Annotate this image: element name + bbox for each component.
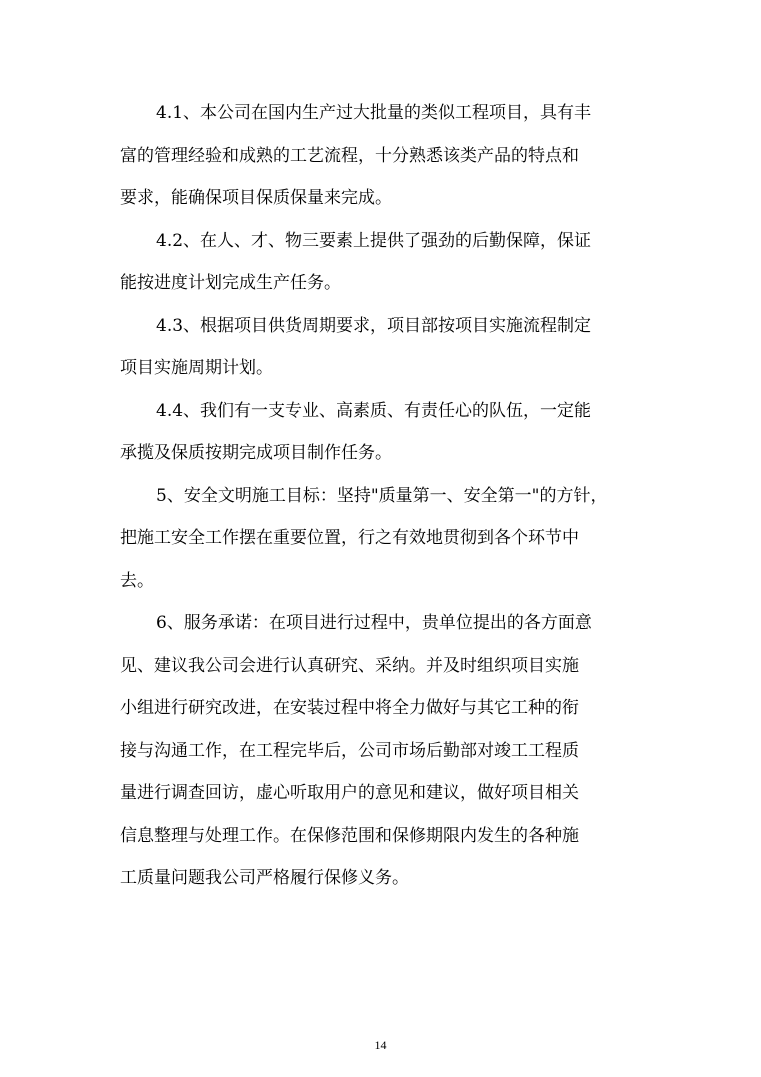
text-line: 4.4、我们有一支专业、高素质、有责任心的队伍，一定能 — [156, 400, 592, 421]
text-line: 去。 — [120, 570, 154, 591]
text-line: 6、服务承诺：在项目进行过程中，贵单位提出的各方面意 — [156, 613, 592, 633]
paragraph-6 — [120, 602, 640, 900]
text-line: 小组进行研究改进，在安装过程中将全力做好与其它工种的衔 — [120, 698, 579, 718]
text-line: 把施工安全工作摆在重要位置，行之有效地贯彻到各个环节中 — [120, 528, 579, 548]
text-line: 项目实施周期计划。 — [120, 358, 273, 378]
text-line: 接与沟通工作，在工程完毕后，公司市场后勤部对竣工工程质 — [120, 740, 579, 761]
text-line: 富的管理经验和成熟的工艺流程，十分熟悉该类产品的特点和 — [120, 145, 579, 166]
text-line: 信息整理与处理工作。在保修范围和保修期限内发生的各种施 — [120, 825, 579, 846]
text-line: 见、建议我公司会进行认真研究、采纳。并及时组织项目实施 — [120, 655, 579, 676]
body-text — [120, 92, 640, 900]
page-number: 14 — [374, 1038, 387, 1052]
text-line: 5、安全文明施工目标：坚持"质量第一、安全第一"的方针， — [156, 485, 608, 506]
paragraph-4-2 — [120, 220, 640, 305]
paragraph-4-1 — [120, 92, 640, 220]
text-line: 4.1、本公司在国内生产过大批量的类似工程项目，具有丰 — [156, 103, 592, 123]
text-line: 量进行调查回访，虚心听取用户的意见和建议，做好项目相关 — [120, 783, 579, 803]
paragraph-4-3 — [120, 305, 640, 390]
text-line: 4.2、在人、才、物三要素上提供了强劲的后勤保障，保证 — [156, 230, 592, 251]
text-line: 工质量问题我公司严格履行保修义务。 — [120, 868, 409, 888]
text-line: 要求，能确保项目保质保量来完成。 — [120, 188, 392, 208]
text-line: 4.3、根据项目供货周期要求，项目部按项目实施流程制定 — [156, 315, 592, 336]
paragraph-4-4 — [120, 390, 640, 475]
text-line: 承揽及保质按期完成项目制作任务。 — [120, 443, 392, 463]
text-line: 能按进度计划完成生产任务。 — [120, 273, 341, 293]
paragraph-5 — [120, 475, 640, 603]
